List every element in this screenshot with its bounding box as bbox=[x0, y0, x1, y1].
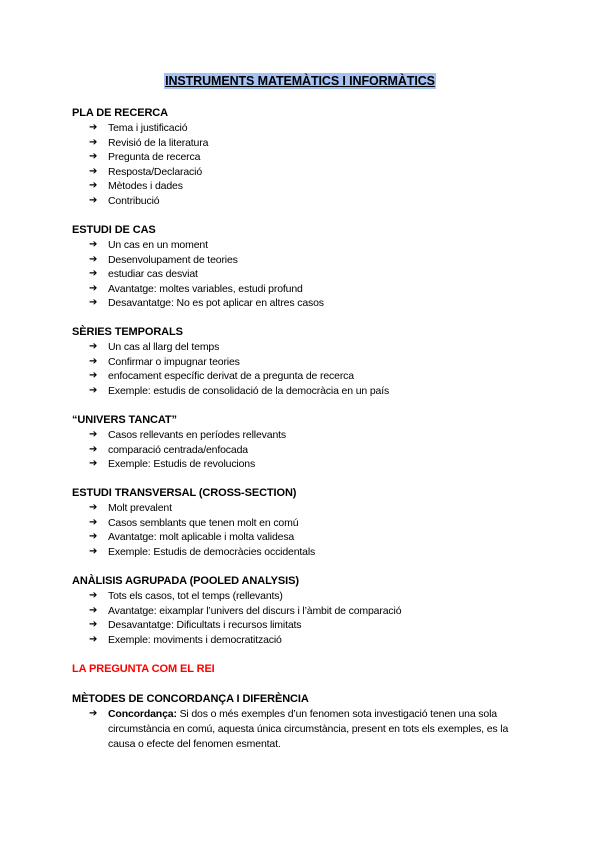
section-heading: ANÀLISIS AGRUPADA (POOLED ANALYSIS) bbox=[72, 575, 299, 587]
list-item bbox=[72, 707, 522, 753]
bullet-list bbox=[72, 589, 542, 647]
red-heading: LA PREGUNTA COM EL REI bbox=[72, 663, 215, 675]
arrow-icon: ➔ bbox=[89, 282, 98, 294]
list-item-text: enfocament específic derivat de a pregunta de recerca bbox=[108, 370, 354, 383]
arrow-icon: ➔ bbox=[89, 502, 98, 513]
list-item bbox=[72, 545, 542, 560]
arrow-icon: ➔ bbox=[89, 384, 98, 396]
section-estudi-de-cas bbox=[72, 223, 542, 311]
section-heading: “UNIVERS TANCAT” bbox=[72, 414, 177, 426]
bullet-list bbox=[72, 501, 542, 559]
list-item bbox=[72, 384, 542, 399]
list-item bbox=[72, 194, 542, 209]
section-univers-tancat bbox=[72, 413, 542, 472]
arrow-icon: ➔ bbox=[89, 239, 98, 250]
list-item bbox=[72, 369, 542, 384]
section-heading: PLA DE RECERCA bbox=[72, 107, 168, 119]
arrow-icon: ➔ bbox=[89, 458, 98, 470]
list-item-text: Desavantatge: No es pot aplicar en altres casos bbox=[108, 297, 324, 310]
list-item bbox=[72, 457, 542, 472]
section-estudi-transversal bbox=[72, 486, 542, 559]
arrow-icon: ➔ bbox=[89, 194, 98, 206]
list-item bbox=[72, 340, 542, 355]
list-item-text: Molt prevalent bbox=[108, 502, 172, 514]
arrow-icon: ➔ bbox=[89, 297, 98, 309]
list-item bbox=[72, 530, 542, 545]
arrow-icon: ➔ bbox=[89, 253, 98, 265]
arrow-icon: ➔ bbox=[89, 590, 98, 601]
section-heading: ESTUDI DE CAS bbox=[72, 224, 156, 236]
list-item bbox=[72, 267, 542, 282]
list-item bbox=[72, 238, 542, 253]
list-item-text: Exemple: estudis de consolidació de la democràcia en un país bbox=[108, 384, 390, 397]
list-item-text: Exemple: Estudis de revolucions bbox=[108, 458, 256, 471]
section-analisis-agrupada bbox=[72, 574, 542, 647]
section-heading: ESTUDI TRANSVERSAL (CROSS-SECTION) bbox=[72, 487, 297, 499]
list-item-text: Un cas al llarg del temps bbox=[108, 341, 220, 353]
bullet-list bbox=[72, 428, 542, 472]
section-heading: MÈTODES DE CONCORDANÇA I DIFERÈNCIA bbox=[72, 693, 309, 705]
arrow-icon: ➔ bbox=[89, 619, 98, 631]
list-item-text: Confirmar o impugnar teories bbox=[108, 355, 240, 368]
bullet-list bbox=[72, 121, 542, 209]
list-item bbox=[72, 501, 542, 516]
list-item bbox=[72, 253, 542, 268]
list-item bbox=[72, 618, 542, 633]
list-item-text: comparació centrada/enfocada bbox=[108, 443, 248, 456]
arrow-icon: ➔ bbox=[89, 531, 98, 543]
list-item-text: Avantatge: eixamplar l’univers del discurs i l’àmbit de comparació bbox=[108, 604, 402, 617]
list-item-text: Contribució bbox=[108, 194, 160, 207]
arrow-icon: ➔ bbox=[89, 165, 98, 177]
list-item bbox=[72, 121, 542, 136]
list-item bbox=[72, 355, 542, 370]
list-item-text: Tema i justificació bbox=[108, 122, 188, 134]
list-item-text: Tots els casos, tot el temps (rellevants) bbox=[108, 590, 283, 602]
arrow-icon: ➔ bbox=[89, 443, 98, 455]
arrow-icon: ➔ bbox=[89, 604, 98, 616]
section-pla-de-recerca bbox=[72, 106, 542, 209]
section-metodes-concordanca bbox=[72, 692, 522, 753]
list-item-text: Resposta/Declaració bbox=[108, 165, 203, 178]
list-item-text: Exemple: Estudis de democràcies occidentals bbox=[108, 545, 316, 558]
bullet-list bbox=[72, 707, 522, 753]
list-item-text: estudiar cas desviat bbox=[108, 268, 198, 281]
list-item-text: Desavantatge: Dificultats i recursos limitats bbox=[108, 619, 302, 632]
list-item bbox=[72, 136, 542, 151]
list-item bbox=[72, 282, 542, 297]
page-title: INSTRUMENTS MATEMÀTICS I INFORMÀTICS bbox=[165, 74, 435, 88]
arrow-icon: ➔ bbox=[89, 136, 98, 148]
list-item-text: Avantatge: molt aplicable i molta validesa bbox=[108, 531, 295, 544]
arrow-icon: ➔ bbox=[89, 180, 98, 192]
list-item-text: Mètodes i dades bbox=[108, 180, 183, 193]
arrow-icon: ➔ bbox=[89, 370, 98, 382]
arrow-icon: ➔ bbox=[89, 122, 98, 133]
title-wrap bbox=[0, 72, 600, 90]
list-item-text: Casos rellevants en períodes rellevants bbox=[108, 429, 286, 441]
list-item bbox=[72, 589, 542, 604]
arrow-icon: ➔ bbox=[89, 268, 98, 280]
arrow-icon: ➔ bbox=[89, 516, 98, 528]
list-item-text: Un cas en un moment bbox=[108, 239, 208, 251]
list-item bbox=[72, 296, 542, 311]
list-item bbox=[72, 179, 542, 194]
list-item-text: Casos semblants que tenen molt en comú bbox=[108, 516, 299, 529]
list-item-text: Exemple: moviments i democratització bbox=[108, 633, 282, 646]
list-item bbox=[72, 150, 542, 165]
list-item-text: Si dos o més exemples d’un fenomen sota investigació tenen una sola circumstància en comú, aquesta única circumstància, present en tots els exemples, es la causa o efecte del fenomen esmentat. bbox=[108, 708, 509, 751]
arrow-icon: ➔ bbox=[89, 708, 98, 719]
bullet-list bbox=[72, 238, 542, 311]
section-series-temporals bbox=[72, 325, 542, 398]
list-item-text: Pregunta de recerca bbox=[108, 151, 201, 164]
arrow-icon: ➔ bbox=[89, 151, 98, 163]
arrow-icon: ➔ bbox=[89, 341, 98, 352]
arrow-icon: ➔ bbox=[89, 355, 98, 367]
section-heading: SÈRIES TEMPORALS bbox=[72, 326, 183, 338]
list-item-bold-lead: Concordança: bbox=[108, 708, 177, 720]
list-item-text: Desenvolupament de teories bbox=[108, 253, 238, 266]
section-pregunta-rei bbox=[72, 662, 542, 677]
list-item bbox=[72, 604, 542, 619]
list-item-text: Revisió de la literatura bbox=[108, 136, 209, 149]
bullet-list bbox=[72, 340, 542, 398]
arrow-icon: ➔ bbox=[89, 633, 98, 645]
arrow-icon: ➔ bbox=[89, 545, 98, 557]
list-item-text: Avantatge: moltes variables, estudi profund bbox=[108, 282, 303, 295]
arrow-icon: ➔ bbox=[89, 429, 98, 440]
list-item bbox=[72, 516, 542, 531]
list-item bbox=[72, 633, 542, 648]
list-item bbox=[72, 165, 542, 180]
list-item bbox=[72, 428, 542, 443]
list-item bbox=[72, 443, 542, 458]
